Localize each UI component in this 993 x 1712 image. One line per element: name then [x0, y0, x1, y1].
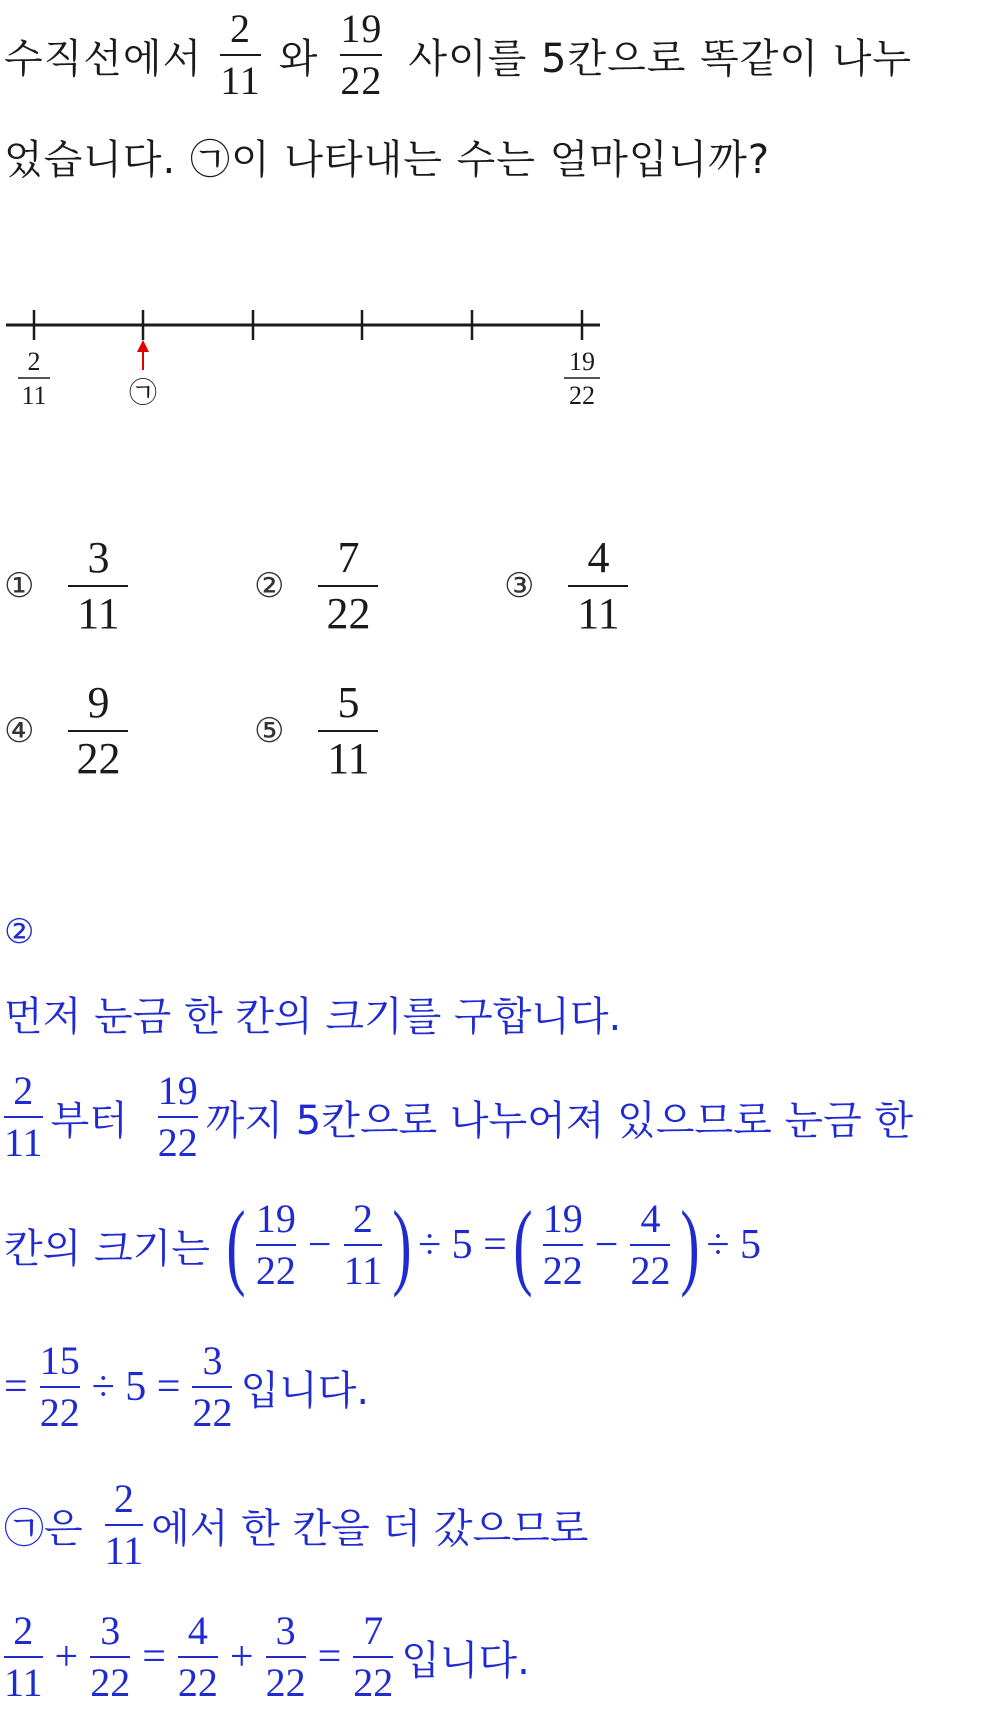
number-line: [0, 270, 620, 430]
fraction: $\frac{2}{11}$: [4, 1068, 43, 1165]
right-paren-icon: ): [392, 1191, 412, 1298]
right-paren-icon: ): [680, 1191, 701, 1298]
question-text: 와: [278, 35, 319, 82]
left-label-denominator: 11: [21, 381, 47, 410]
question-line-2: [4, 128, 770, 185]
solution-line-6: $\frac{2}{11}$ + $\frac{3}{22}$ = $\frac{4}{22}$ + $\frac{3}{22}$ = $\frac{7}{22}$ 입니다.: [4, 1608, 530, 1705]
left-paren-icon: (: [513, 1191, 533, 1298]
choice-2[interactable]: ② $\frac{7}{22}$: [254, 535, 386, 637]
choice-1[interactable]: ① $\frac{3}{11}$: [4, 535, 136, 637]
solution-answer: ②: [4, 912, 35, 952]
right-label-denominator: 22: [569, 381, 595, 410]
solution-line-1: 먼저 눈금 한 칸의 크기를 구합니다.: [4, 994, 622, 1040]
choice-5[interactable]: ⑤ $\frac{5}{11}$: [254, 680, 386, 782]
solution-line-2: $\frac{2}{11}$ 부터 $\frac{19}{22}$ 까지 5칸으로 나누어져 있으므로 눈금 한: [4, 1068, 914, 1165]
left-label-numerator: 2: [27, 347, 41, 376]
solution-line-4: = $\frac{15}{22}$ ÷ 5 = $\frac{3}{22}$ 입니다.: [4, 1338, 370, 1435]
question-text: 사이를 5칸으로 똑같이 나누: [408, 35, 912, 82]
solution-line-5: ㉠은 $\frac{2}{11}$ 에서 한 칸을 더 갔으므로: [4, 1476, 589, 1573]
left-paren-icon: (: [226, 1191, 246, 1298]
choice-3[interactable]: ③ $\frac{4}{11}$: [504, 535, 636, 637]
fraction-nineteen-twentysecond: $\frac{19}{22}$: [340, 6, 383, 103]
question-line-1: [4, 8, 912, 102]
marker-label: ㉠: [128, 376, 158, 409]
fraction-two-elevenths: $\frac{2}{11}$: [220, 6, 261, 103]
fraction: $\frac{19}{22}$: [157, 1068, 198, 1165]
question-text: 었습니다. ㉠이 나타내는 수는 얼마입니까?: [4, 137, 771, 183]
choice-4[interactable]: ④ $\frac{9}{22}$: [4, 680, 136, 782]
question-text: 수직선에서: [4, 35, 203, 82]
right-label-numerator: 19: [569, 347, 595, 376]
number-line-graphic: [0, 270, 620, 430]
arrow-head-icon: [137, 340, 149, 352]
solution-line-3: 칸의 크기는 ( $\frac{19}{22}$ − $\frac{2}{11}$ ) ÷ 5 = ( $\frac{19}{22}$ − $\frac{4}{22}$ ) ÷ 5: [4, 1191, 761, 1298]
